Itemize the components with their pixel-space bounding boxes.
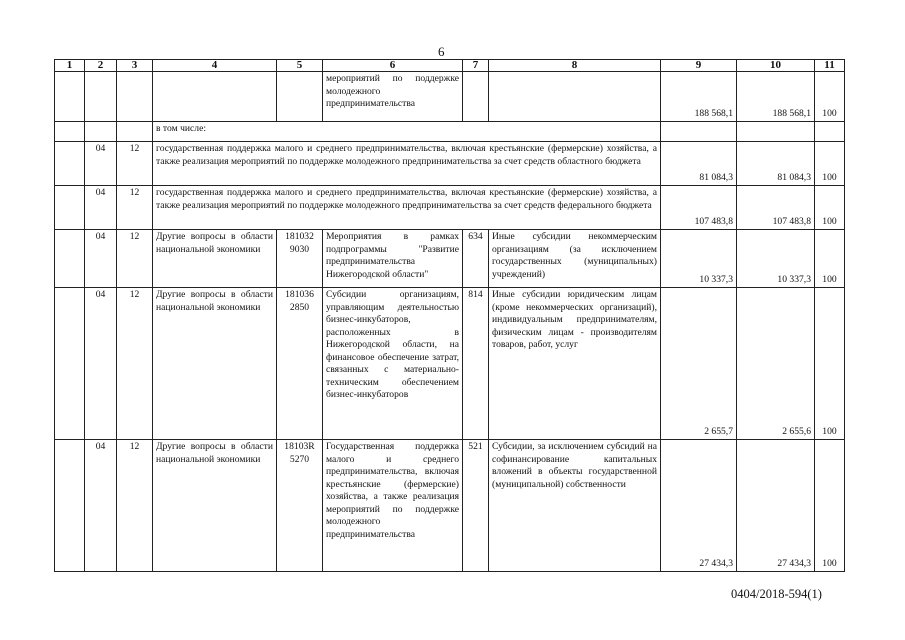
item-description: Мероприятия в рамках подпрограммы "Развитие предпринимательства Нижегородской области" [323,230,463,288]
column-header: 6 [323,60,463,72]
planned-amount: 10 337,3 [661,230,737,288]
item-description: мероприятий по поддержке молодежного предпринимательства [323,72,463,122]
column-header: 8 [489,60,661,72]
header-row [55,60,845,72]
execution-percent: 100 [815,72,845,122]
column-header: 11 [815,60,845,72]
item-description: Государственная поддержка малого и среднего предпринимательства, включая крестьянские (фермерские) хозяйства, а также реализация мероприятий по поддержке молодежного предпринимательства [323,440,463,572]
actual-amount: 107 483,8 [737,186,815,230]
actual-amount: 2 655,6 [737,288,815,440]
subsection-code: 12 [117,440,153,572]
expense-type-code: 814 [463,288,489,440]
column-header: 3 [117,60,153,72]
expense-type-code: 521 [463,440,489,572]
actual-amount: 188 568,1 [737,72,815,122]
subsection-code: 12 [117,288,153,440]
planned-amount: 188 568,1 [661,72,737,122]
item-description: Субсидии организациям, управляющим деятельностью бизнес-инкубаторов, расположенных в Нижегородской области, на финансовое обеспечение затрат, связанных с материально-техническим обеспечением бизнес-инкубаторов [323,288,463,440]
expense-type-name: Субсидии, за исключением субсидий на софинансирование капитальных вложений в объекты государственной (муниципальной) собственности [489,440,661,572]
table-row [55,142,845,186]
section-code: 04 [85,186,117,230]
execution-percent: 100 [815,142,845,186]
target-article-code: 18103R 5270 [277,440,323,572]
target-article-code: 181036 2850 [277,288,323,440]
table-row [55,122,845,142]
target-article-code: 181032 9030 [277,230,323,288]
document-code: 0404/2018-594(1) [731,587,822,601]
expense-type-name: Иные субсидии юридическим лицам (кроме некоммерческих организаций), индивидуальным предпринимателям, физическим лицам - производителям товаров, работ, услуг [489,288,661,440]
column-header: 5 [277,60,323,72]
execution-percent: 100 [815,186,845,230]
item-description: государственная поддержка малого и среднего предпринимательства, включая крестьянские (фермерские) хозяйства, а также реализация мероприятий по поддержке молодежного предпринимательства за счет средств областного бюджета [153,142,661,186]
table-row [55,440,845,572]
section-name: Другие вопросы в области национальной экономики [153,440,277,572]
item-description: государственная поддержка малого и среднего предпринимательства, включая крестьянские (фермерские) хозяйства, а также реализация мероприятий по поддержке молодежного предпринимательства за счет средств федерального бюджета [153,186,661,230]
section-code: 04 [85,230,117,288]
table-row [55,186,845,230]
column-header: 2 [85,60,117,72]
subsection-code: 12 [117,186,153,230]
expense-type-name: Иные субсидии некоммерческим организациям (за исключением государственных (муниципальных) учреждений) [489,230,661,288]
table-row [55,288,845,440]
page-number: 6 [438,44,445,59]
column-header: 10 [737,60,815,72]
execution-percent: 100 [815,288,845,440]
section-code: 04 [85,440,117,572]
section-name: Другие вопросы в области национальной экономики [153,230,277,288]
actual-amount: 10 337,3 [737,230,815,288]
planned-amount: 2 655,7 [661,288,737,440]
section-code: 04 [85,142,117,186]
table-row [55,230,845,288]
column-header: 1 [55,60,85,72]
subsection-code: 12 [117,142,153,186]
planned-amount: 81 084,3 [661,142,737,186]
expense-type-code: 634 [463,230,489,288]
column-header: 9 [661,60,737,72]
budget-table [54,59,845,572]
column-header: 4 [153,60,277,72]
planned-amount: 107 483,8 [661,186,737,230]
table-row [55,72,845,122]
section-code: 04 [85,288,117,440]
section-name: Другие вопросы в области национальной экономики [153,288,277,440]
subtotal-label: в том числе: [153,122,661,142]
actual-amount: 27 434,3 [737,440,815,572]
actual-amount: 81 084,3 [737,142,815,186]
planned-amount: 27 434,3 [661,440,737,572]
execution-percent: 100 [815,230,845,288]
execution-percent: 100 [815,440,845,572]
column-header: 7 [463,60,489,72]
subsection-code: 12 [117,230,153,288]
